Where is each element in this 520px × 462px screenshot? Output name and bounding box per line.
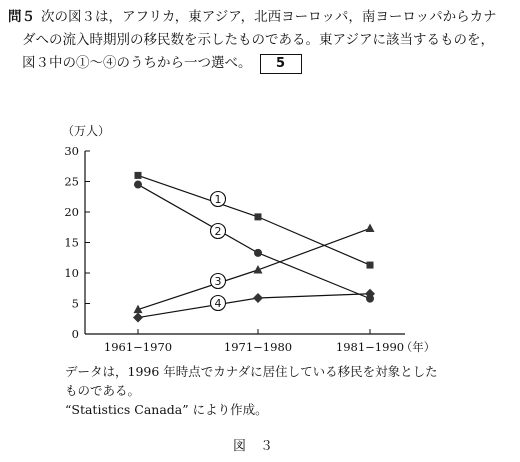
data-point-3 <box>366 223 375 232</box>
series-line-1 <box>138 175 370 265</box>
data-point-2 <box>254 249 262 257</box>
y-axis-label: （万人） <box>62 124 111 138</box>
data-point-1 <box>135 172 142 179</box>
answer-box[interactable]: 5 <box>260 54 302 74</box>
data-point-4 <box>253 293 263 303</box>
note-line-1: データは，1996 年時点でカナダに居住している移民を対象とした <box>65 364 438 379</box>
chart-note <box>65 362 438 419</box>
x-tick-label: 1981−1990 <box>335 340 405 354</box>
question-number: 問５ <box>8 9 35 25</box>
y-tick-label: 5 <box>71 296 79 311</box>
figure-caption: 図３ <box>232 439 287 454</box>
question-line-2: ダへの流入時期別の移民数を示したものである。東アジアに該当するものを， <box>22 32 494 48</box>
y-tick-label: 0 <box>71 327 79 341</box>
note-source: “Statistics Canada” により作成。 <box>65 402 268 417</box>
series-label-2: 2 <box>214 225 222 238</box>
question-line-1: 問５ 次の図３は，アフリカ，東アジア，北西ヨーロッパ，南ヨーロッパからカナ <box>8 9 497 25</box>
y-tick-label: 10 <box>64 266 79 280</box>
series-label-1: 1 <box>214 193 222 206</box>
data-point-2 <box>134 181 142 189</box>
series-label-3: 3 <box>214 275 222 288</box>
data-point-1 <box>367 262 374 269</box>
y-tick-label: 15 <box>64 235 79 250</box>
y-tick-label: 25 <box>64 174 79 189</box>
data-point-4 <box>133 313 143 323</box>
y-tick-label: 30 <box>64 144 79 158</box>
note-line-2: ものである。 <box>65 383 141 398</box>
x-tick-label: 1971−1980 <box>223 340 293 354</box>
y-tick-label: 20 <box>64 205 79 219</box>
x-axis-unit: （年） <box>400 340 436 354</box>
x-tick-label: 1961−1970 <box>103 340 173 354</box>
question-line-3: 図３中の①～④のうちから一つ選べ。 5 <box>8 52 513 75</box>
series-label-4: 4 <box>214 297 222 310</box>
data-point-1 <box>255 213 262 220</box>
